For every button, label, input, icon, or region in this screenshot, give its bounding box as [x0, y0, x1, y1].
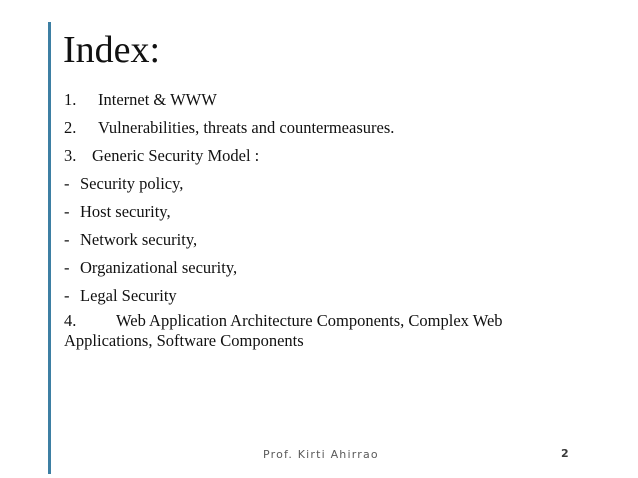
item-number: 4. [64, 311, 77, 330]
list-subitem [64, 198, 604, 226]
page-number: 2 [561, 447, 569, 460]
item-dash: - [64, 174, 70, 193]
list-item [64, 142, 604, 170]
item-text: Internet & WWW [98, 90, 217, 109]
index-list [64, 86, 604, 351]
list-item [64, 86, 604, 114]
list-subitem [64, 170, 604, 198]
item-text: Organizational security, [80, 258, 238, 277]
item-text: Legal Security [80, 286, 177, 305]
list-item [64, 114, 604, 142]
list-subitem [64, 254, 604, 282]
footer-author: Prof. Kirti Ahirrao [263, 448, 379, 461]
item-dash: - [64, 286, 70, 305]
item-number: 1. [64, 90, 77, 109]
list-item [64, 311, 534, 351]
list-subitem [64, 226, 604, 254]
item-dash: - [64, 230, 70, 249]
item-text: Vulnerabilities, threats and countermeasures. [98, 118, 395, 137]
item-text: Host security, [80, 202, 171, 221]
item-text: Web Application Architecture Components, Complex Web Applications, Software Components [64, 311, 503, 350]
accent-bar [48, 22, 51, 474]
item-number: 2. [64, 118, 77, 137]
list-subitem [64, 282, 604, 310]
item-text: Network security, [80, 230, 198, 249]
item-dash: - [64, 258, 70, 277]
slide-title: Index: [63, 29, 161, 71]
item-number: 3. [64, 146, 77, 165]
item-dash: - [64, 202, 70, 221]
item-text: Security policy, [80, 174, 184, 193]
item-text: Generic Security Model : [92, 146, 260, 165]
